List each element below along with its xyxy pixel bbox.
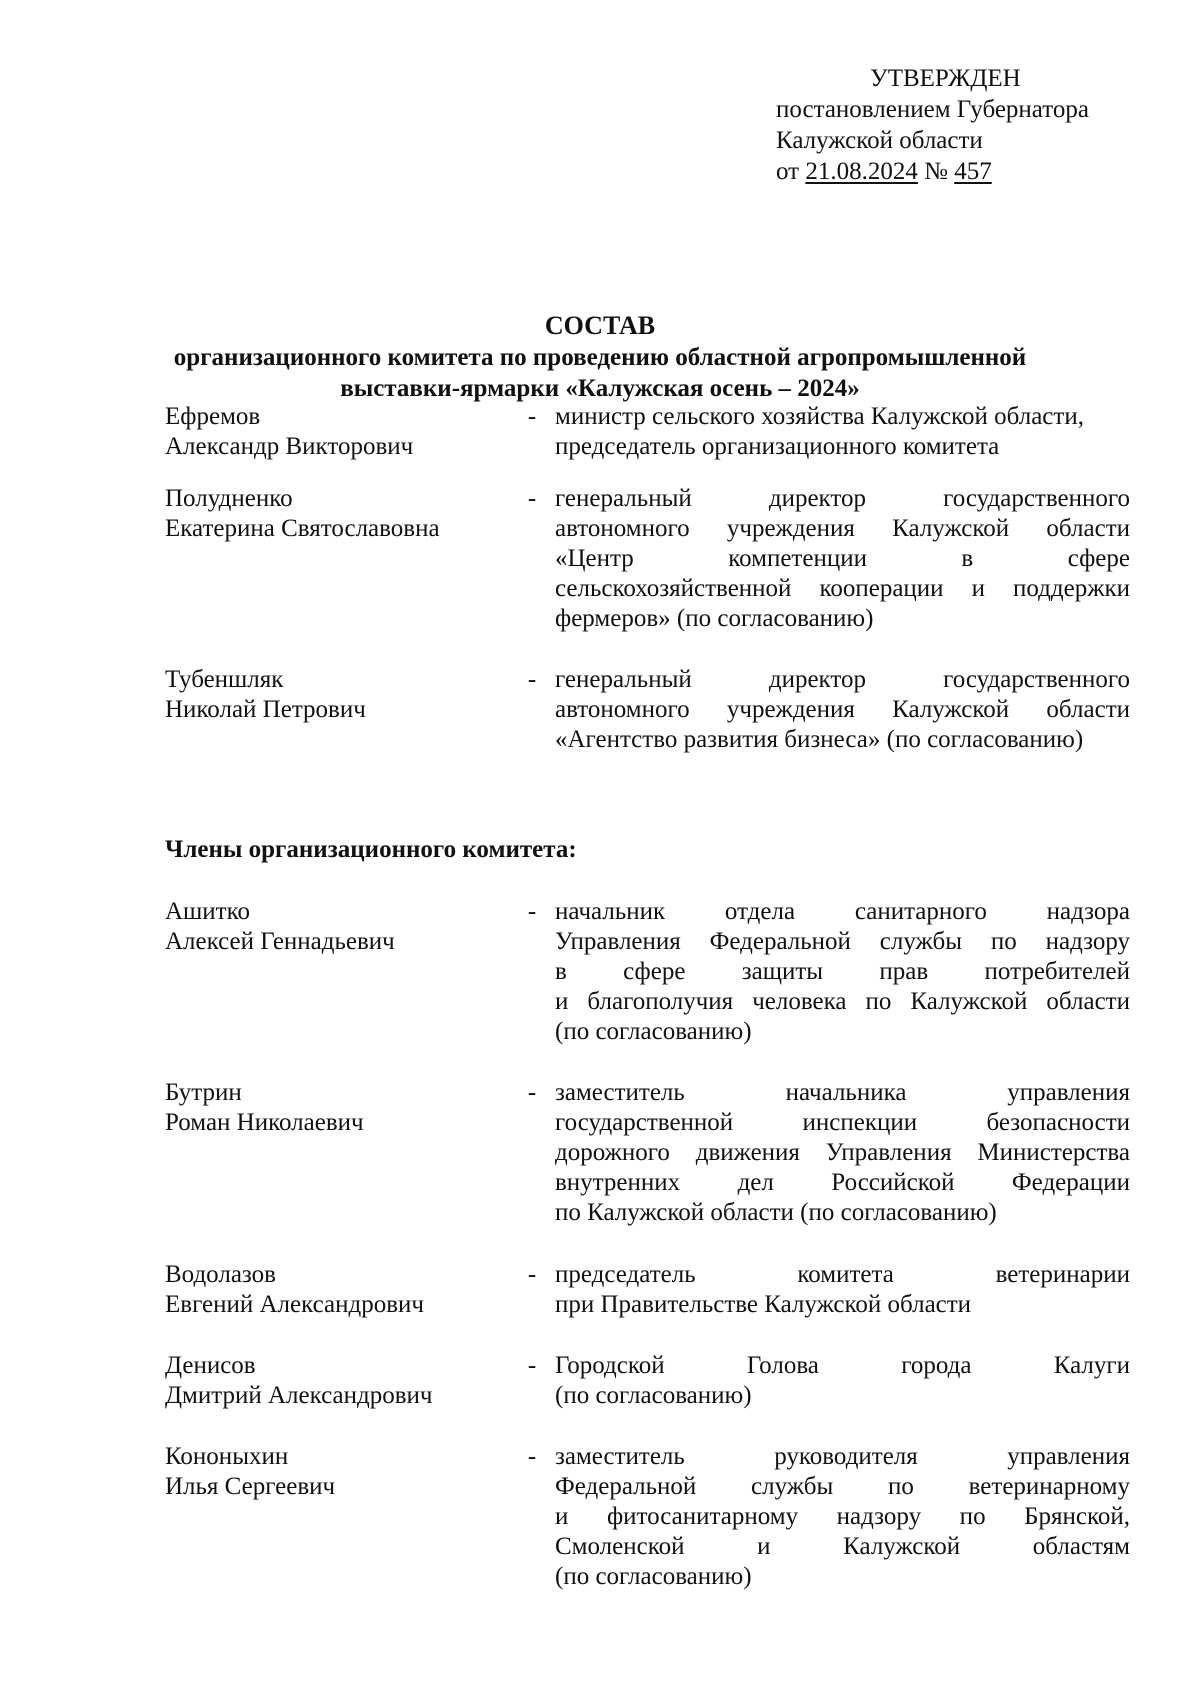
member-name (165, 484, 510, 544)
approval-number: 457 (954, 158, 992, 185)
member-dash: - (527, 1443, 537, 1470)
role-line: автономного учреждения Калужской области (555, 696, 1130, 723)
role-line: и благополучия человека по Калужской области (555, 988, 1130, 1015)
member-dash: - (527, 403, 537, 430)
role-line: председатель организационного комитета (555, 433, 1000, 460)
member-given-names: Дмитрий Александрович (165, 1382, 433, 1409)
member-role (555, 1351, 1130, 1411)
role-line: дорожного движения Управления Министерства (555, 1139, 1130, 1166)
role-line: (по согласованию) (555, 1018, 752, 1045)
member-role (555, 484, 1130, 634)
role-line: Федеральной службы по ветеринарному (555, 1473, 1130, 1500)
role-line: генеральный директор государственного (555, 666, 1130, 693)
role-line: «Центр компетенции в сфере (555, 545, 1130, 572)
member-role (555, 1260, 1130, 1320)
role-line: автономного учреждения Калужской области (555, 515, 1130, 542)
role-line: начальник отдела санитарного надзора (555, 898, 1130, 925)
role-line: внутренних дел Российской Федерации (555, 1169, 1130, 1196)
member-name (165, 897, 510, 957)
member-dash: - (527, 1079, 537, 1106)
role-line: Смоленской и Калужской областям (555, 1533, 1130, 1560)
role-line: (по согласованию) (555, 1382, 752, 1409)
role-line: заместитель начальника управления (555, 1079, 1130, 1106)
member-surname: Бутрин (165, 1079, 242, 1106)
member-name (165, 1351, 510, 1411)
members-heading: Члены организационного комитета: (165, 836, 577, 863)
member-surname: Тубеншляк (165, 666, 284, 693)
member-dash: - (527, 666, 537, 693)
member-name (165, 1442, 510, 1502)
title-sub-line-1: организационного комитета по проведению областной агропромышленной (173, 344, 1027, 371)
member-surname: Ефремов (165, 403, 261, 430)
role-line: заместитель руководителя управления (555, 1443, 1130, 1470)
role-line: Управления Федеральной службы по надзору (555, 928, 1130, 955)
member-dash: - (527, 485, 537, 512)
approval-date: 21.08.2024 (805, 158, 918, 185)
member-dash: - (527, 898, 537, 925)
member-role (555, 1078, 1130, 1228)
approval-line-2: Калужской области (776, 127, 983, 154)
member-given-names: Александр Викторович (165, 433, 414, 460)
role-line: при Правительстве Калужской области (555, 1291, 972, 1318)
title-sub-line-2: выставки-ярмарки «Калужская осень – 2024» (340, 375, 860, 402)
approval-line-1: постановлением Губернатора (776, 96, 1089, 123)
member-given-names: Илья Сергеевич (165, 1473, 336, 1500)
member-dash: - (527, 1261, 537, 1288)
title-main: СОСТАВ (544, 311, 656, 340)
member-role (555, 897, 1130, 1047)
approval-date-line (776, 156, 1089, 187)
member-given-names: Роман Николаевич (165, 1109, 364, 1136)
member-role (555, 402, 1130, 462)
role-line: сельскохозяйственной кооперации и поддержки (555, 575, 1130, 602)
approval-date-prefix: от (776, 158, 806, 185)
member-surname: Водолазов (165, 1261, 276, 1288)
role-line: Городской Голова города Калуги (555, 1352, 1130, 1379)
role-line: по Калужской области (по согласованию) (555, 1199, 997, 1226)
member-role (555, 1442, 1130, 1592)
member-given-names: Николай Петрович (165, 696, 366, 723)
member-role (555, 665, 1130, 755)
role-line: фермеров» (по согласованию) (555, 605, 874, 632)
role-line: (по согласованию) (555, 1563, 752, 1590)
role-line: в сфере защиты прав потребителей (555, 958, 1130, 985)
member-surname: Кононыхин (165, 1443, 289, 1470)
role-line: министр сельского хозяйства Калужской области, (555, 403, 1084, 430)
role-line: «Агентство развития бизнеса» (по согласованию) (555, 726, 1084, 753)
approval-block (776, 63, 1089, 187)
member-name (165, 402, 510, 462)
document-title (130, 310, 1070, 404)
member-surname: Ашитко (165, 898, 250, 925)
member-surname: Денисов (165, 1352, 256, 1379)
role-line: генеральный директор государственного (555, 485, 1130, 512)
member-surname: Полудненко (165, 485, 293, 512)
member-given-names: Евгений Александрович (165, 1291, 424, 1318)
approval-number-prefix: № (917, 158, 955, 185)
role-line: государственной инспекции безопасности (555, 1109, 1130, 1136)
member-name (165, 665, 510, 725)
member-given-names: Алексей Геннадьевич (165, 928, 395, 955)
role-line: председатель комитета ветеринарии (555, 1261, 1130, 1288)
member-name (165, 1260, 510, 1320)
approval-heading: УТВЕРЖДЕН (870, 65, 1021, 92)
member-dash: - (527, 1352, 537, 1379)
member-name (165, 1078, 510, 1138)
role-line: и фитосанитарному надзору по Брянской, (555, 1503, 1130, 1530)
member-given-names: Екатерина Святославовна (165, 515, 440, 542)
